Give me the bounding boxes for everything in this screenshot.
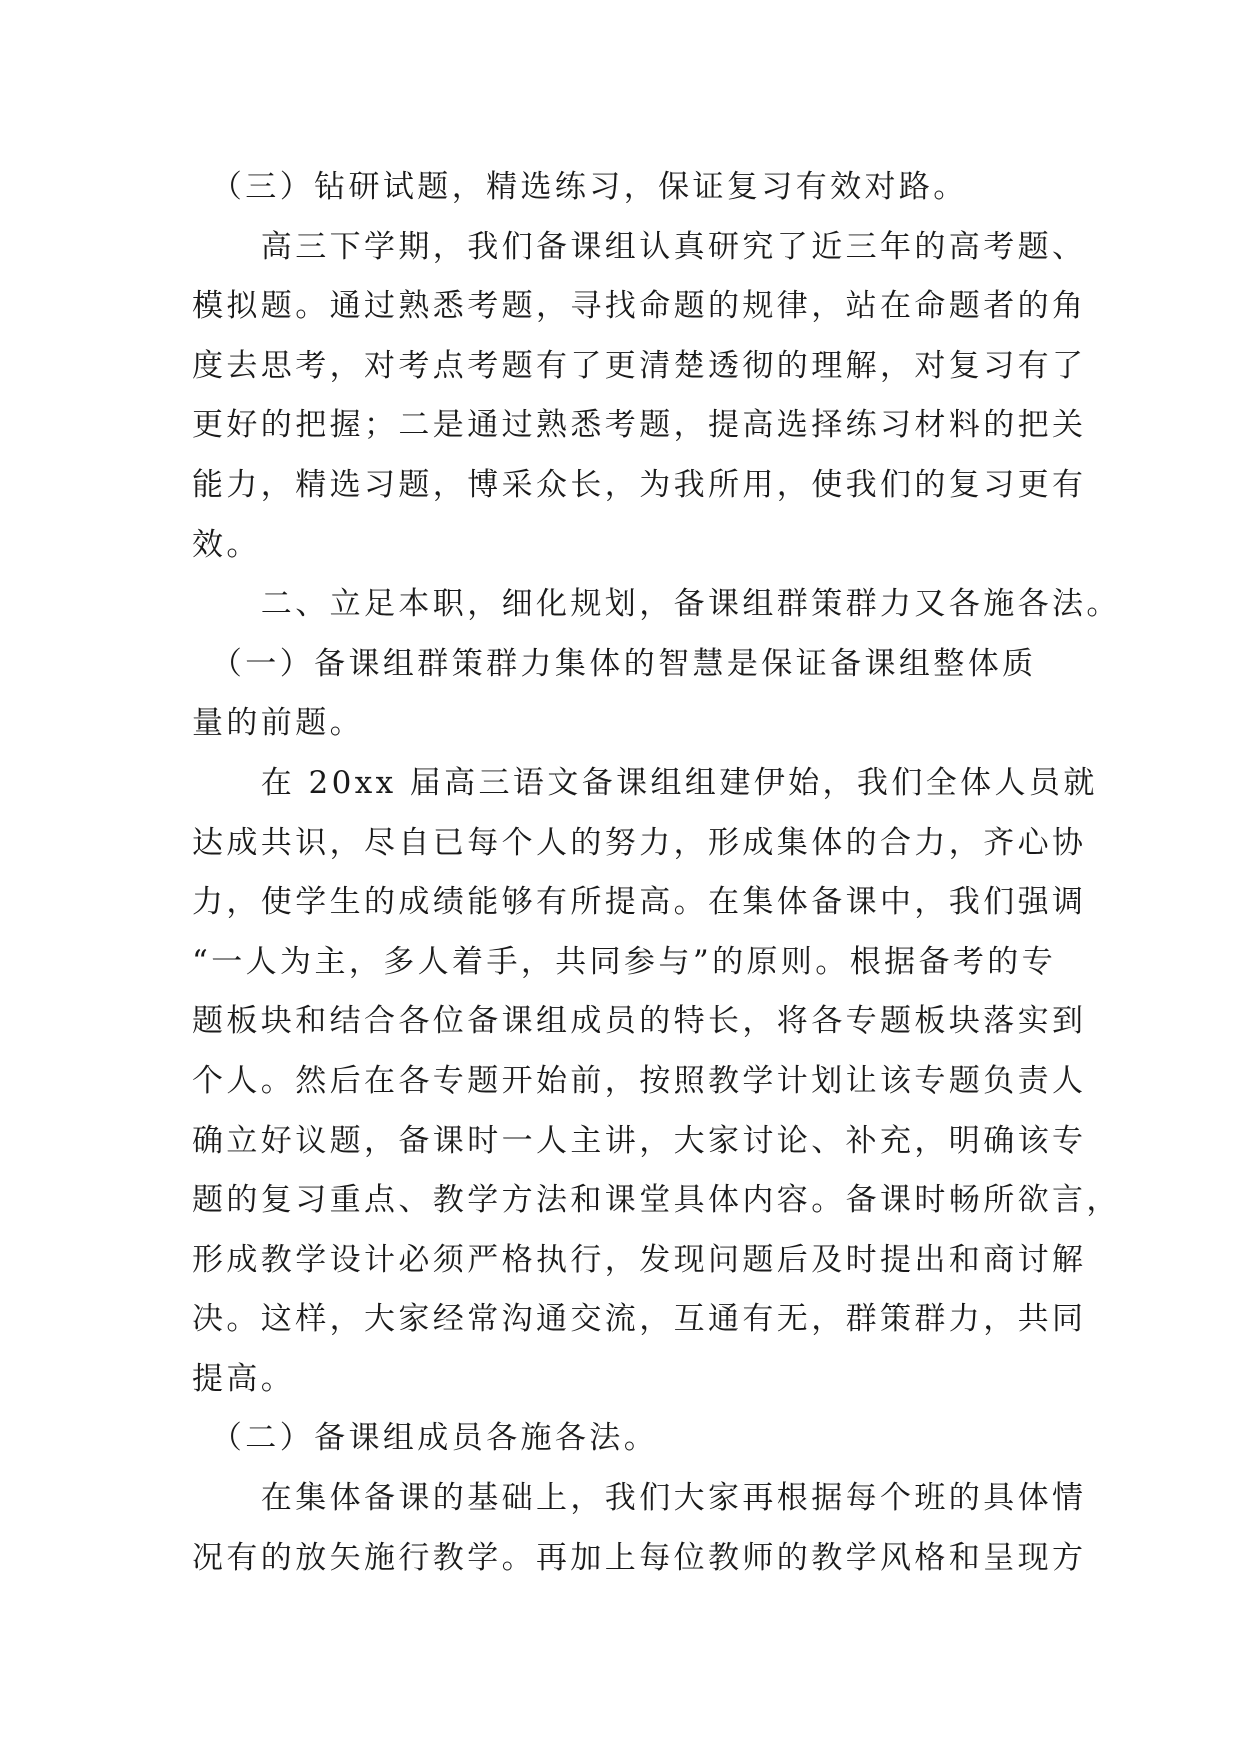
text-line: 形成教学设计必须严格执行，发现问题后及时提出和商讨解 (192, 1241, 1087, 1278)
text-line: 高三下学期，我们备课组认真研究了近三年的高考题、 (192, 228, 1087, 265)
text-line: 决。这样，大家经常沟通交流，互通有无，群策群力，共同 (192, 1301, 1087, 1338)
text-line: 达成共识，尽自已每个人的努力，形成集体的合力，齐心协 (192, 824, 1087, 861)
text-line: （三）钻研试题，精选练习，保证复习有效对路。 (192, 169, 968, 205)
text-line: 个人。然后在各专题开始前，按照教学计划让该专题负责人 (192, 1062, 1087, 1099)
text-line: 题的复习重点、教学方法和课堂具体内容。备课时畅所欲言， (192, 1182, 1121, 1219)
text-line: 模拟题。通过熟悉考题，寻找命题的规律，站在命题者的角 (192, 288, 1087, 325)
text-line: 度去思考，对考点考题有了更清楚透彻的理解，对复习有了 (192, 347, 1087, 384)
text-line: （一）备课组群策群力集体的智慧是保证备课组整体质 (192, 645, 1037, 682)
text-line: 况有的放矢施行教学。再加上每位教师的教学风格和呈现方 (192, 1539, 1087, 1576)
text-line: 提高。 (192, 1360, 296, 1397)
text-line: 能力，精选习题，博采众长，为我所用，使我们的复习更有 (192, 466, 1087, 503)
text-line: （二）备课组成员各施各法。 (192, 1420, 659, 1457)
text-line: 量的前题。 (192, 705, 364, 742)
text-line: “一人为主，多人着手，共同参与”的原则。根据备考的专 (192, 943, 1057, 980)
text-line: 二、立足本职，细化规划，备课组群策群力又各施各法。 (192, 586, 1121, 623)
text-line: 力，使学生的成绩能够有所提高。在集体备课中，我们强调 (192, 884, 1087, 921)
text-line: 在 20xx 届高三语文备课组组建伊始，我们全体人员就 (192, 764, 1098, 801)
body-text (192, 158, 1121, 1588)
text-line: 在集体备课的基础上，我们大家再根据每个班的具体情 (192, 1480, 1087, 1517)
text-line: 更好的把握；二是通过熟悉考题，提高选择练习材料的把关 (192, 407, 1087, 444)
text-line: 题板块和结合各位备课组成员的特长，将各专题板块落实到 (192, 1003, 1087, 1040)
text-line: 效。 (192, 526, 261, 563)
text-line: 确立好议题，备课时一人主讲，大家讨论、补充，明确该专 (192, 1122, 1087, 1159)
